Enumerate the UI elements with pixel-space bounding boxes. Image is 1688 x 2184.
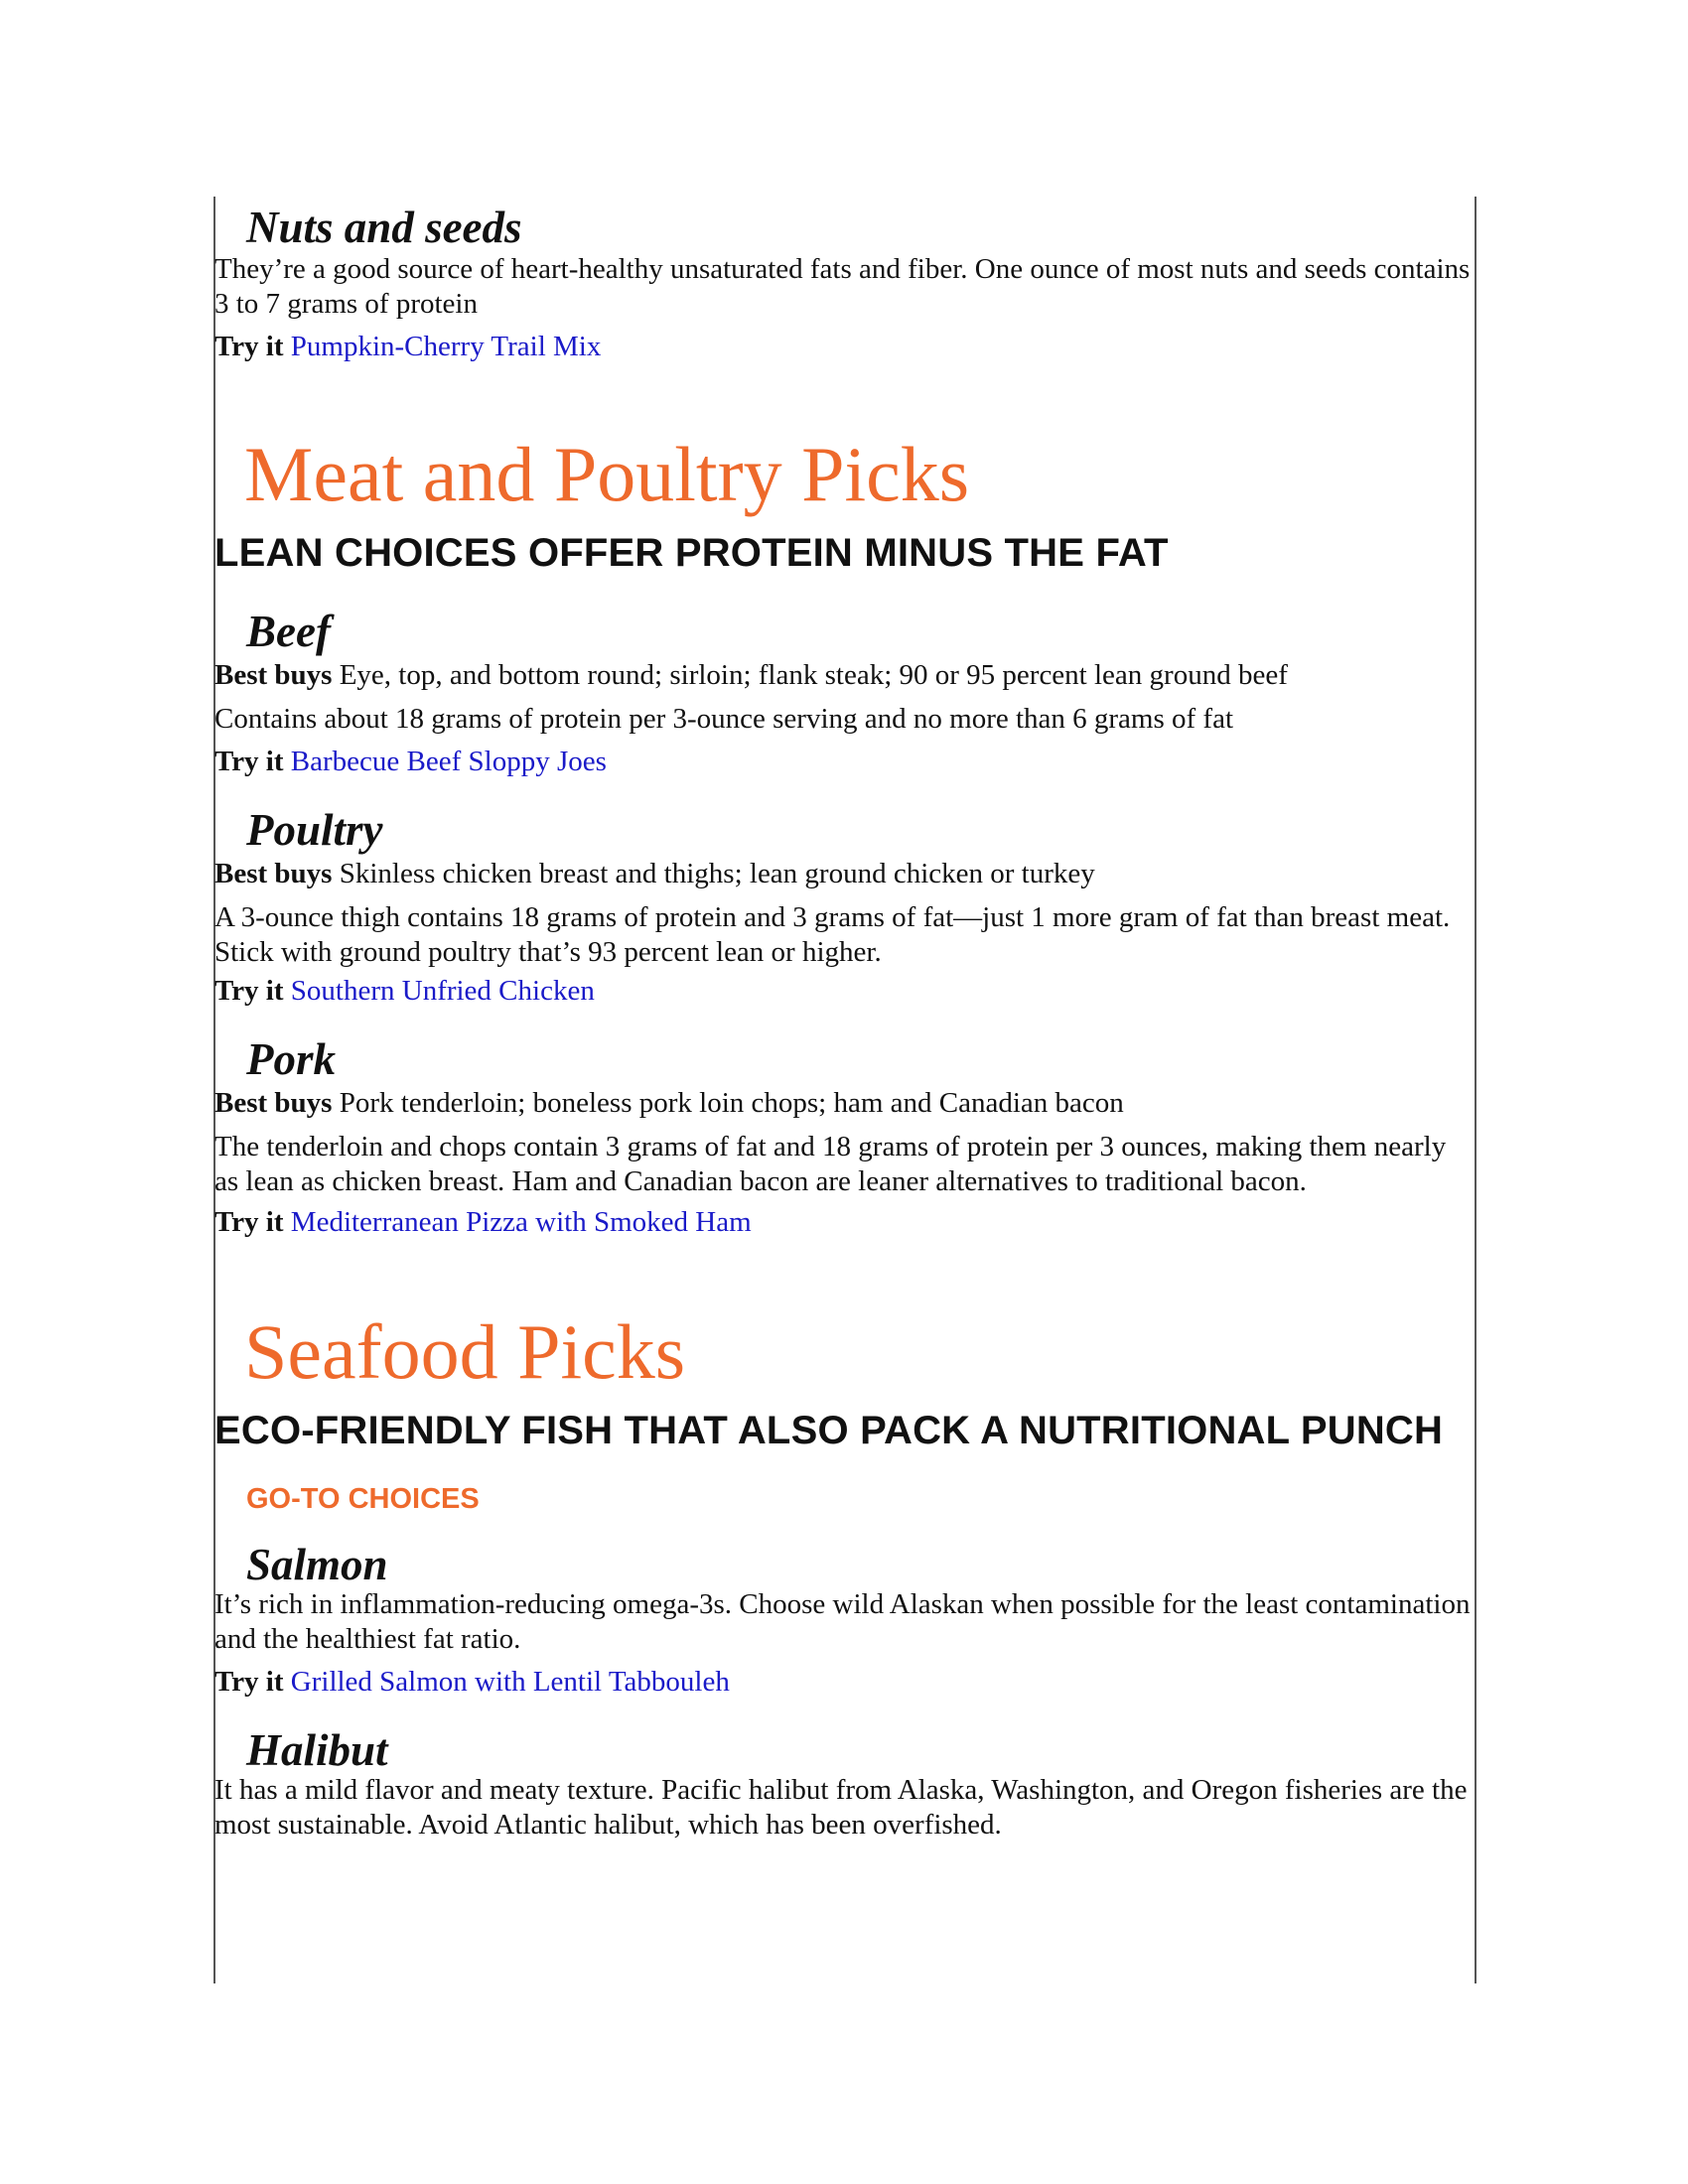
- poultry-heading: Poultry: [246, 805, 383, 855]
- nuts-try-line: [214, 330, 1474, 364]
- try-it-label: Try it: [214, 975, 284, 1007]
- try-it-label: Try it: [214, 331, 284, 362]
- southern-unfried-chicken-link[interactable]: Southern Unfried Chicken: [290, 975, 595, 1007]
- nuts-heading: Nuts and seeds: [246, 203, 522, 252]
- pork-heading: Pork: [246, 1034, 336, 1084]
- seafood-section: [214, 1307, 1474, 1843]
- try-it-label: Try it: [214, 1666, 284, 1698]
- beef-item: [214, 605, 1474, 779]
- pumpkin-cherry-trail-mix-link[interactable]: Pumpkin-Cherry Trail Mix: [290, 331, 602, 362]
- best-buys-label: Best buys: [214, 858, 333, 889]
- meat-section-title: Meat and Poultry Picks: [244, 431, 970, 517]
- best-buys-label: Best buys: [214, 659, 333, 691]
- halibut-text: It has a mild flavor and meaty texture. Pacific halibut from Alaska, Washington, and Oregon fisheries are the most sustainable. Avoid Atlantic halibut, which has been overfished.: [214, 1774, 1468, 1841]
- poultry-item: [214, 803, 1474, 1009]
- beef-heading: Beef: [246, 607, 331, 656]
- pork-text: The tenderloin and chops contain 3 grams of fat and 18 grams of protein per 3 ounces, making them nearly as lean as chicken breast. Ham and Canadian bacon are leaner alternatives to traditional bacon.: [214, 1131, 1447, 1197]
- salmon-heading: Salmon: [246, 1540, 388, 1589]
- pork-item: [214, 1032, 1474, 1240]
- poultry-try-line: [214, 974, 1474, 1009]
- mediterranean-pizza-link[interactable]: Mediterranean Pizza with Smoked Ham: [290, 1206, 752, 1238]
- poultry-text: A 3-ounce thigh contains 18 grams of protein and 3 grams of fat—just 1 more gram of fat than breast meat. Stick with ground poultry that’s 93 percent lean or higher.: [214, 901, 1451, 968]
- halibut-item: [214, 1723, 1474, 1843]
- poultry-best-buys-text: Skinless chicken breast and thighs; lean ground chicken or turkey: [339, 858, 1095, 889]
- beef-try-line: [214, 745, 1474, 779]
- pork-try-line: [214, 1205, 1474, 1240]
- nuts-text: They’re a good source of heart-healthy unsaturated fats and fiber. One ounce of most nuts and seeds contains 3 to 7 grams of protein: [214, 253, 1471, 320]
- barbecue-beef-sloppy-joes-link[interactable]: Barbecue Beef Sloppy Joes: [290, 746, 607, 777]
- beef-text: Contains about 18 grams of protein per 3-ounce serving and no more than 6 grams of fat: [214, 703, 1234, 735]
- beef-best-buys-text: Eye, top, and bottom round; sirloin; flank steak; 90 or 95 percent lean ground beef: [339, 659, 1288, 691]
- go-to-choices-label: GO-TO CHOICES: [246, 1483, 480, 1515]
- halibut-heading: Halibut: [246, 1725, 388, 1775]
- best-buys-label: Best buys: [214, 1087, 333, 1119]
- try-it-label: Try it: [214, 1206, 284, 1238]
- grilled-salmon-link[interactable]: Grilled Salmon with Lentil Tabbouleh: [290, 1666, 730, 1698]
- pork-best-buys-text: Pork tenderloin; boneless pork loin chops; ham and Canadian bacon: [339, 1087, 1124, 1119]
- poultry-best-buys: [214, 857, 1474, 891]
- pork-best-buys: [214, 1086, 1474, 1121]
- nuts-section: [214, 201, 1474, 364]
- meat-section-tagline: LEAN CHOICES OFFER PROTEIN MINUS THE FAT: [214, 531, 1169, 575]
- salmon-text: It’s rich in inflammation-reducing omega-3s. Choose wild Alaskan when possible for the least contamination and the healthiest fat ratio.: [214, 1588, 1471, 1655]
- seafood-section-title: Seafood Picks: [244, 1308, 686, 1395]
- beef-best-buys: [214, 658, 1474, 693]
- try-it-label: Try it: [214, 746, 284, 777]
- salmon-try-line: [214, 1665, 1474, 1700]
- seafood-section-tagline: ECO-FRIENDLY FISH THAT ALSO PACK A NUTRITIONAL PUNCH: [214, 1409, 1444, 1452]
- meat-section: [214, 430, 1474, 1240]
- salmon-item: [214, 1538, 1474, 1700]
- article-content: [214, 197, 1474, 1843]
